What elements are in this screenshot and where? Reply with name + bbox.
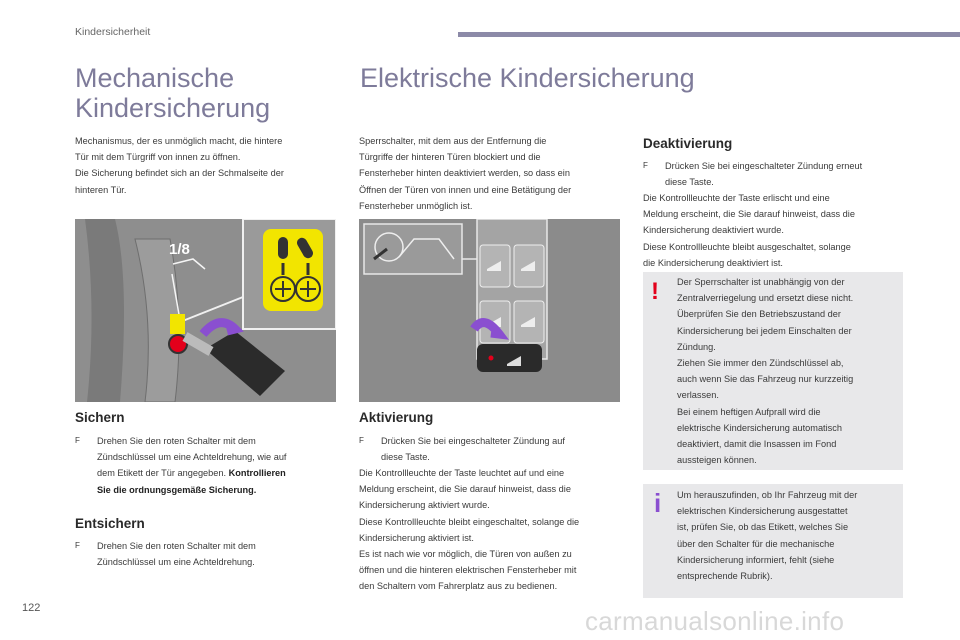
text-line: Fensterheber hinten deaktiviert werden, so dass ein (359, 168, 570, 179)
text-line: Drehen Sie den roten Schalter mit dem (97, 436, 256, 446)
text-line: elektrische Kindersicherung automatisch (677, 422, 842, 433)
text-line: Kindersicherung deaktiviert wurde. (643, 225, 784, 236)
text-line: verlassen. (677, 390, 719, 401)
text-line: Die Sicherung befindet sich an der Schmalseite der (75, 168, 284, 179)
text-line: Öffnen der Türen von innen und eine Betätigung der (359, 184, 572, 195)
text-line: Meldung erscheint, die Sie darauf hinweist, dass die (643, 209, 855, 220)
text-line: Mechanismus, der es unmöglich macht, die hintere (75, 136, 283, 146)
text-line: Es ist nach wie vor möglich, die Türen von außen zu (359, 549, 572, 560)
bullet-entsichern (75, 538, 345, 570)
text-line: dem Etikett der Tür angegeben. (97, 468, 227, 479)
heading-aktivierung: Aktivierung (359, 410, 434, 425)
title-line: Kindersicherung (75, 93, 271, 123)
text-line: hinteren Tür. (75, 184, 127, 195)
text-line: Diese Kontrollleuchte bleibt eingeschaltet, solange die (359, 516, 580, 527)
text-line: diese Taste. (665, 177, 714, 188)
deaktivierung-text (643, 190, 913, 271)
text-line: Kindersicherung informiert, fehlt (siehe (677, 554, 835, 565)
text-line: Der Sperrschalter ist unabhängig von der (677, 277, 845, 287)
bullet-marker: F (75, 436, 80, 445)
header-accent-bar (458, 32, 960, 37)
bullet-marker: F (75, 541, 80, 550)
text-line: Um herauszufinden, ob Ihr Fahrzeug mit der (677, 490, 858, 500)
heading-deaktivierung: Deaktivierung (643, 136, 733, 151)
text-line: öffnen und die hinteren elektrischen Fensterheber mit (359, 565, 577, 576)
text-line: Die Kontrollleuchte der Taste leuchtet auf und eine (359, 468, 565, 478)
child-lock-button (477, 344, 542, 372)
text-line: Sperrschalter, mit dem aus der Entfernung die (359, 136, 547, 146)
text-line: Die Kontrollleuchte der Taste erlischt und eine (643, 193, 830, 203)
text-line: Tür mit dem Türgriff von innen zu öffnen. (75, 152, 241, 163)
bullet-sichern (75, 433, 345, 498)
text-line: Kindersicherung aktiviert wurde. (359, 500, 490, 511)
text-line: Zündschlüssel um eine Achteldrehung, wie auf (97, 452, 287, 463)
page-number: 122 (22, 602, 41, 614)
text-line: Meldung erscheint, die Sie darauf hinweist, dass die (359, 484, 571, 495)
text-line: Kindersicherung bei jedem Einschalten der (677, 325, 852, 336)
info-icon: i (654, 488, 662, 518)
text-line: Zündschlüssel um eine Achteldrehung. (97, 557, 255, 568)
text-line: die Kindersicherung deaktiviert ist. (643, 257, 783, 268)
section-label: Kindersicherheit (75, 26, 151, 38)
warning-text (677, 274, 899, 468)
text-line: elektrischen Kindersicherung ausgestattet (677, 506, 848, 517)
text-line: Diese Kontrollleuchte bleibt ausgeschaltet, solange (643, 241, 851, 252)
fraction-label: 1/8 (169, 241, 190, 258)
text-line: über den Schalter für die mechanische (677, 538, 835, 549)
text-line: Kindersicherung aktiviert ist. (359, 532, 474, 543)
middle-intro (359, 133, 629, 214)
heading-entsichern: Entsichern (75, 516, 145, 531)
watermark: carmanualsonline.info (585, 606, 845, 636)
bold-text: Sie die ordnungsgemäße Sicherung. (97, 484, 257, 495)
text-line: Drücken Sie bei eingeschalteter Zündung erneut (665, 161, 863, 171)
door-edge-drawing (75, 219, 336, 402)
text-line: deaktiviert, damit die Insassen im Fond (677, 439, 837, 450)
text-line: Überprüfen Sie den Betriebszustand der (677, 309, 841, 320)
text-line: diese Taste. (381, 452, 430, 463)
title-mechanische-kindersicherung (75, 63, 270, 123)
warning-box (643, 272, 903, 470)
title-line: Mechanische (75, 63, 235, 93)
text-line: entsprechende Rubrik). (677, 571, 773, 582)
bullet-marker: F (643, 161, 648, 170)
info-box (643, 484, 903, 598)
text-line: Zentralverriegelung und ersetzt diese nicht. (677, 293, 854, 304)
heading-sichern: Sichern (75, 410, 125, 425)
text-line: Fensterheber unmöglich ist. (359, 200, 473, 211)
electric-child-lock-illustration (359, 219, 620, 402)
bullet-aktivierung (359, 433, 629, 465)
text-line: auch wenn Sie das Fahrzeug nur kurzzeitig (677, 374, 854, 385)
text-line: Drehen Sie den roten Schalter mit dem (97, 541, 256, 551)
bullet-marker: F (359, 436, 364, 445)
text-line: ist, prüfen Sie, ob das Etikett, welches Sie (677, 522, 849, 533)
info-text (677, 487, 899, 584)
mechanical-child-lock-illustration (75, 219, 336, 402)
red-switch-icon (169, 335, 187, 353)
text-line: Zündung. (677, 341, 716, 352)
text-line: Bei einem heftigen Aufprall wird die (677, 406, 821, 417)
aktivierung-text (359, 465, 629, 595)
title-elektrische-kindersicherung: Elektrische Kindersicherung (360, 63, 695, 93)
text-line: den Schaltern vom Fahrerplatz aus zu bedienen. (359, 581, 558, 592)
text-line: Türgriffe der hinteren Türen blockiert und die (359, 152, 541, 163)
text-line: Drücken Sie bei eingeschalteter Zündung auf (381, 436, 565, 446)
warning-icon: ! (651, 278, 659, 305)
text-line: Ziehen Sie immer den Zündschlüssel ab, (677, 358, 844, 369)
bold-text: Kontrollieren (228, 468, 286, 479)
window-switch-panel-drawing (359, 219, 620, 402)
text-line: aussteigen können. (677, 455, 757, 466)
bullet-deaktivierung (643, 158, 913, 190)
left-intro (75, 133, 345, 198)
